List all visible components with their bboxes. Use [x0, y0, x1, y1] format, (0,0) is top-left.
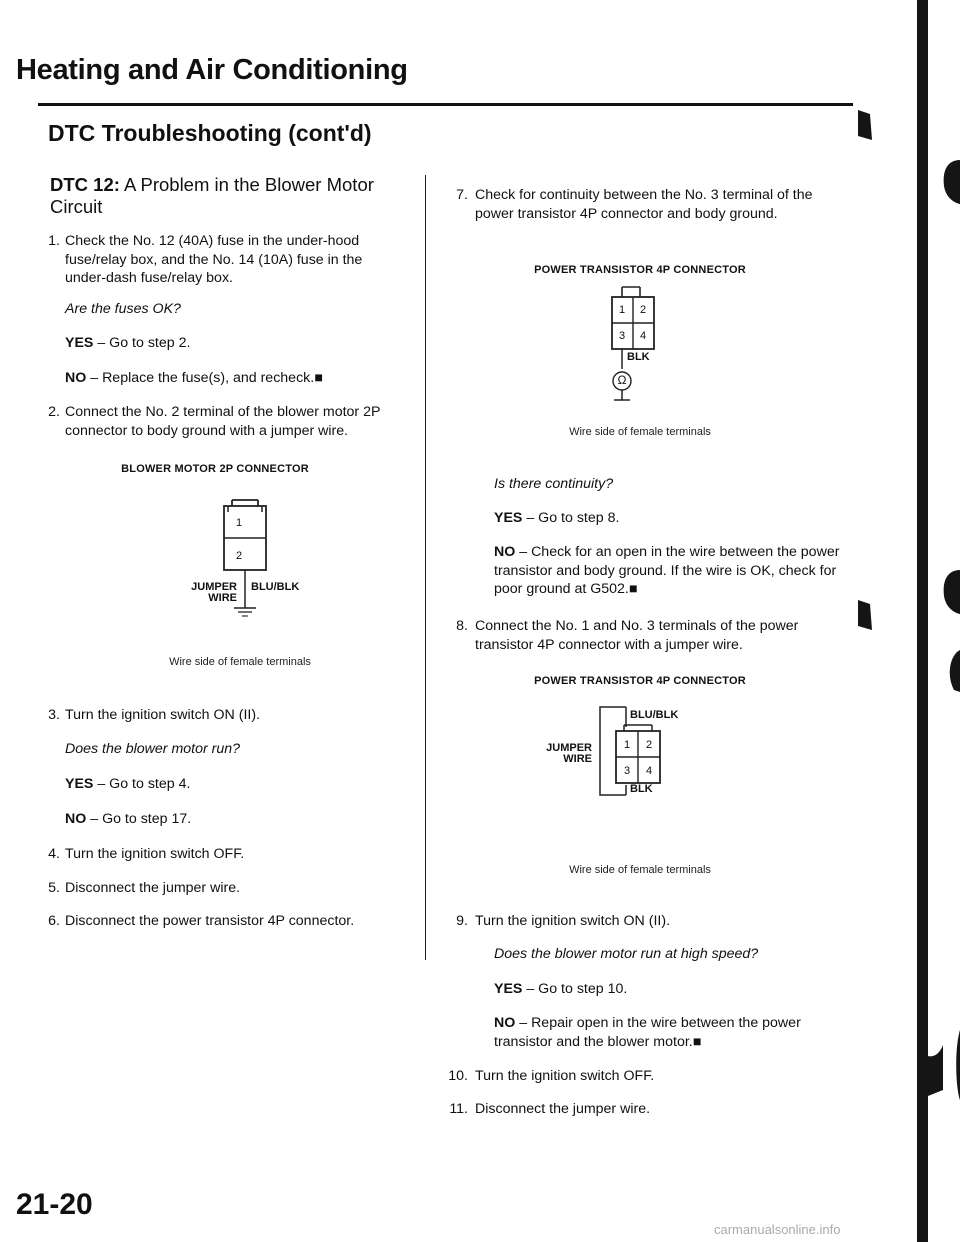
step-text: Disconnect the jumper wire. [65, 880, 241, 896]
figure-caption: Wire side of female terminals [169, 656, 311, 668]
step-text: Disconnect the power transistor 4P connector. [65, 913, 355, 929]
dtc-heading [50, 174, 390, 218]
blower-connector-drawing [200, 490, 300, 590]
yes-answer: YES – Go to step 10. [494, 981, 628, 997]
wire-color-top-label: BLU/BLK [630, 709, 679, 721]
wire-color-label: BLU/BLK [251, 581, 300, 593]
step-number: 11. [449, 1101, 468, 1117]
step-question: Are the fuses OK? [65, 301, 181, 317]
pin-1: 1 [618, 304, 626, 316]
step-number: 8. [456, 618, 468, 634]
yes-answer: YES – Go to step 4. [65, 776, 191, 792]
step-number: 1. [48, 233, 60, 249]
no-answer: NO – Replace the fuse(s), and recheck.■ [65, 370, 323, 386]
binding-tabs-decoration [858, 100, 960, 1160]
step-question: Does the blower motor run? [65, 741, 241, 757]
step-number: 7. [456, 187, 468, 203]
step-number: 2. [48, 404, 60, 420]
ground-symbol-icon [228, 590, 262, 620]
step-question: Is there continuity? [494, 476, 614, 492]
pin-3: 3 [623, 765, 631, 777]
wire-color-label: BLK [627, 351, 650, 363]
title-rule [38, 103, 853, 106]
step-text: Disconnect the jumper wire. [475, 1101, 651, 1117]
section-subtitle: DTC Troubleshooting (cont'd) [48, 120, 372, 146]
step-number: 10. [448, 1068, 468, 1084]
pin-2: 2 [235, 550, 243, 562]
pin-2: 2 [639, 304, 647, 316]
pin-3: 3 [618, 330, 626, 342]
step-number: 3. [48, 707, 60, 723]
figure-title: BLOWER MOTOR 2P CONNECTOR [121, 463, 309, 475]
step-question: Does the blower motor run at high speed? [494, 946, 759, 962]
step-text: Check the No. 12 (40A) fuse in the under-hood fuse/relay box, and the No. 14 (10A) fuse in the under-dash fuse/relay box. [65, 233, 363, 286]
step-text: Turn the ignition switch ON (II). [475, 913, 671, 929]
figure-title: POWER TRANSISTOR 4P CONNECTOR [534, 264, 746, 276]
dtc-description: A Problem in the Blower Motor Circuit [50, 174, 374, 217]
no-answer: NO – Go to step 17. [65, 811, 192, 827]
no-answer: NO – Repair open in the wire between the power transistor and the blower motor.■ [494, 1015, 801, 1050]
watermark: carmanualsonline.info [714, 1222, 841, 1237]
page-title: Heating and Air Conditioning [16, 54, 408, 86]
page-number: 21-20 [16, 1188, 93, 1221]
pin-4: 4 [645, 765, 653, 777]
step-text: Connect the No. 2 terminal of the blower motor 2P connector to body ground with a jumper wire. [65, 404, 381, 439]
column-divider [425, 175, 426, 960]
step-text: Turn the ignition switch ON (II). [65, 707, 261, 723]
step-text: Turn the ignition switch OFF. [475, 1068, 655, 1084]
yes-answer: YES – Go to step 2. [65, 335, 191, 351]
step-number: 6. [48, 913, 60, 929]
jumper-wire-label: JUMPER WIRE [546, 742, 592, 765]
wire-color-bottom-label: BLK [630, 783, 653, 795]
pin-2: 2 [645, 739, 653, 751]
figure-caption: Wire side of female terminals [569, 426, 711, 438]
step-number: 4. [48, 846, 60, 862]
step-text: Connect the No. 1 and No. 3 terminals of the power transistor 4P connector with a jumper wire. [475, 618, 799, 653]
jumper-wire-label: JUMPER WIRE [191, 581, 237, 604]
figure-title: POWER TRANSISTOR 4P CONNECTOR [534, 675, 746, 687]
no-answer: NO – Check for an open in the wire between the power transistor and body ground. If the wire is OK, check for poor ground at G502.■ [494, 544, 840, 597]
step-number: 5. [48, 880, 60, 896]
ohmmeter-icon: Ω [617, 373, 627, 387]
pin-1: 1 [623, 739, 631, 751]
step-text: Turn the ignition switch OFF. [65, 846, 245, 862]
dtc-code: DTC 12: [50, 174, 120, 195]
pin-1: 1 [235, 517, 243, 529]
pin-4: 4 [639, 330, 647, 342]
step-text: Check for continuity between the No. 3 terminal of the power transistor 4P connector and body ground. [475, 187, 813, 222]
step-number: 9. [456, 913, 468, 929]
yes-answer: YES – Go to step 8. [494, 510, 620, 526]
figure-caption: Wire side of female terminals [569, 864, 711, 876]
